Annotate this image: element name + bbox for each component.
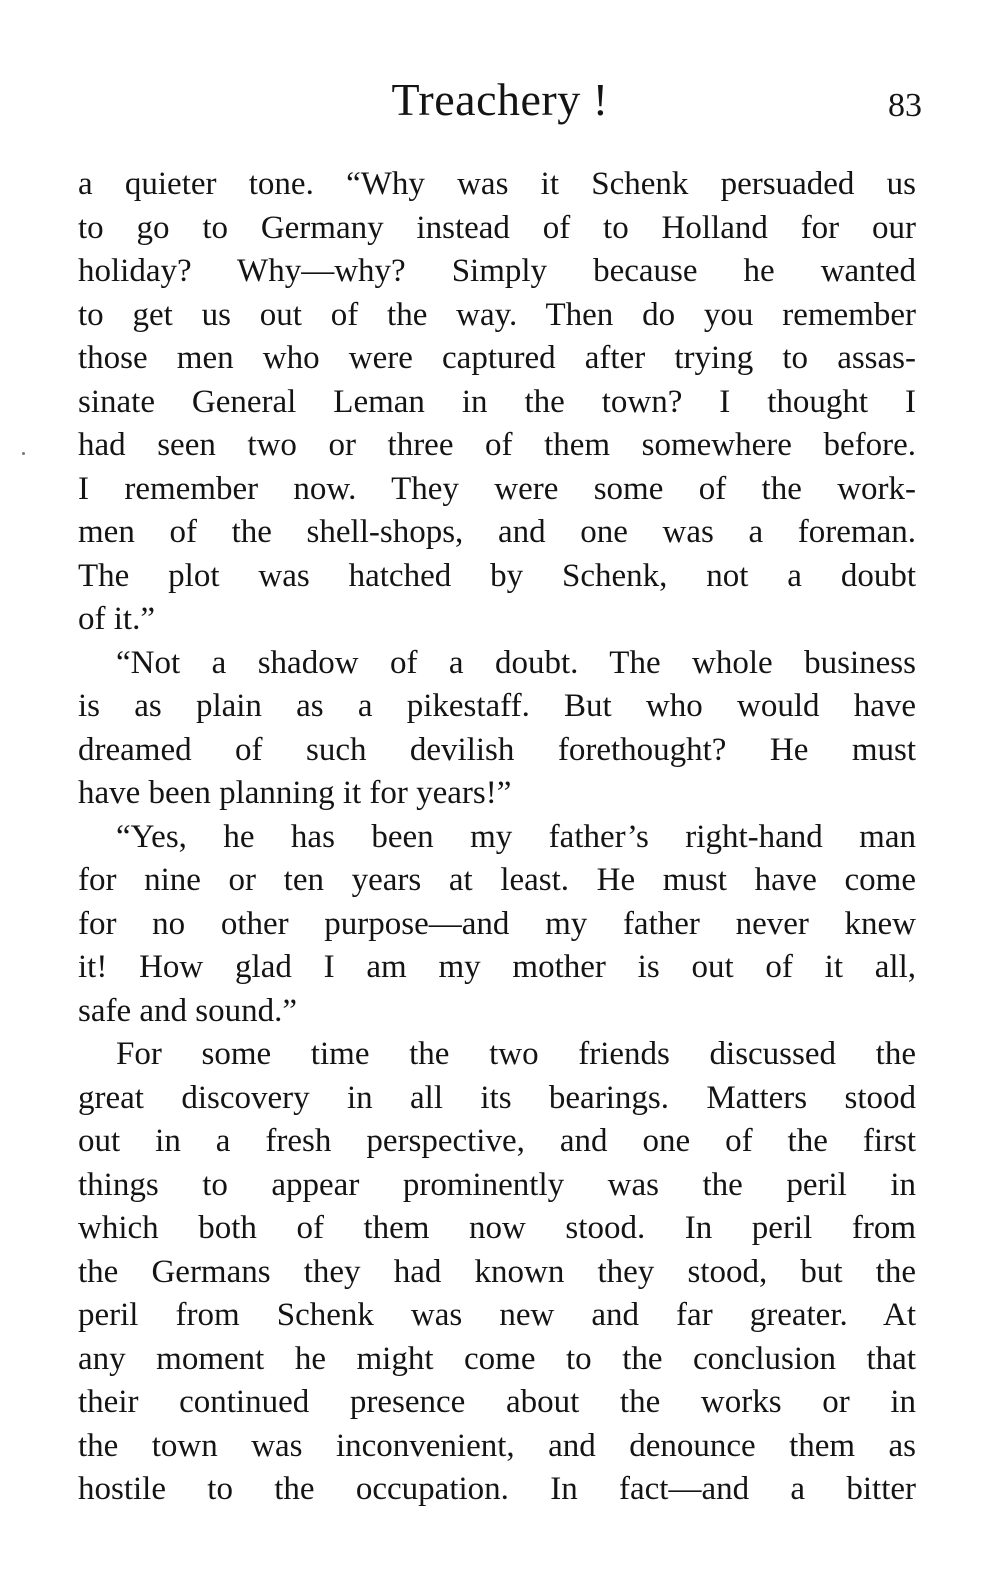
text-line: have been planning it for years!”: [78, 775, 512, 811]
text-line: for nine or ten years at least. He must have come: [78, 862, 916, 898]
text-line: safe and sound.”: [78, 992, 298, 1029]
text-line: “Yes, he has been my father’s right-hand man: [116, 818, 916, 855]
running-title: Treachery !: [391, 74, 609, 125]
text-line: men of the shell-shops, and one was a foreman.: [78, 514, 916, 550]
text-line: sinate General Leman in the town? I thought I: [78, 383, 916, 420]
text-line: hostile to the occupation. In fact—and a bitter: [78, 1471, 916, 1507]
margin-speck: [22, 452, 25, 455]
text-line: of it.”: [78, 601, 155, 637]
text-line: those men who were captured after trying to assas-: [78, 340, 916, 376]
text-line: to go to Germany instead of to Holland for our: [78, 209, 916, 246]
text-line: a quieter tone. “Why was it Schenk persuaded us: [78, 166, 916, 202]
text-line: things to appear prominently was the peril in: [78, 1166, 916, 1203]
text-line: “Not a shadow of a doubt. The whole business: [116, 644, 916, 681]
text-line: had seen two or three of them somewhere before.: [78, 427, 916, 463]
page-header: [0, 72, 1000, 132]
text-line: which both of them now stood. In peril from: [78, 1210, 916, 1246]
text-line: to get us out of the way. Then do you remember: [78, 296, 916, 333]
text-line: the town was inconvenient, and denounce them as: [78, 1427, 916, 1464]
text-line: holiday? Why—why? Simply because he wanted: [78, 253, 916, 289]
text-line: their continued presence about the works or in: [78, 1384, 916, 1420]
text-line: The plot was hatched by Schenk, not a doubt: [78, 557, 916, 594]
page-number: 83: [888, 87, 922, 124]
text-line: the Germans they had known they stood, but the: [78, 1253, 916, 1290]
text-line: great discovery in all its bearings. Matters stood: [78, 1079, 916, 1116]
text-line: for no other purpose—and my father never knew: [78, 905, 916, 942]
text-line: any moment he might come to the conclusion that: [78, 1340, 916, 1377]
text-line: peril from Schenk was new and far greater. At: [78, 1297, 916, 1333]
text-line: it! How glad I am my mother is out of it all,: [78, 949, 916, 985]
body-text: [78, 163, 916, 1512]
text-line: I remember now. They were some of the work-: [78, 470, 916, 507]
text-line: For some time the two friends discussed the: [116, 1036, 916, 1072]
text-line: out in a fresh perspective, and one of the first: [78, 1123, 916, 1159]
text-line: dreamed of such devilish forethought? He must: [78, 731, 916, 768]
text-line: is as plain as a pikestaff. But who would have: [78, 688, 916, 724]
